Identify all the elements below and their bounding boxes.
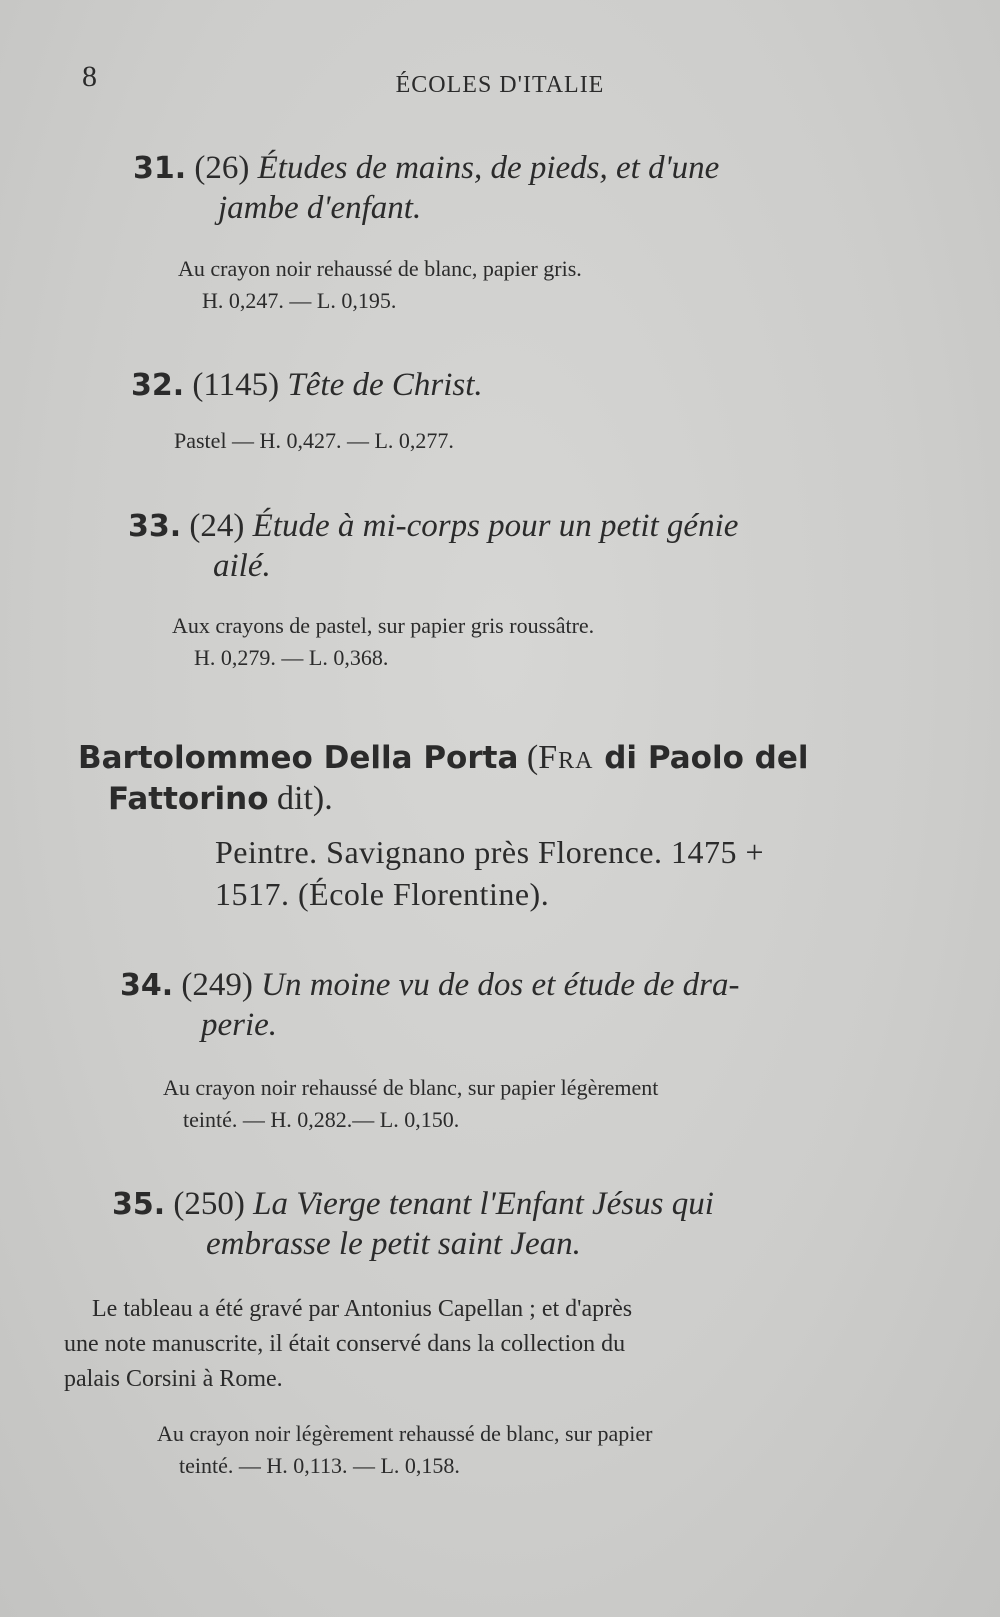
artwork-title: Un moine vu de dos et étude de dra-	[261, 967, 740, 1003]
artwork-title: Étude à mi-corps pour un petit génie	[252, 508, 739, 544]
dimensions-text: H. 0,279. — L. 0,368.	[194, 644, 389, 670]
note-line: palais Corsini à Rome.	[64, 1365, 283, 1392]
bio-line: 1517. (École Florentine).	[215, 875, 550, 912]
medium-dimensions-text: Pastel — H. 0,427. — L. 0,277.	[174, 428, 454, 453]
catalogue-entry-34-title	[120, 965, 940, 1046]
dimensions-text: H. 0,247. — L. 0,195.	[202, 287, 397, 313]
medium-text: Au crayon noir rehaussé de blanc, papier gris.	[178, 256, 582, 281]
artwork-title-cont: ailé.	[213, 548, 271, 585]
artist-alias-cont: Fattorino	[108, 781, 269, 818]
catalogue-entry-33-description	[172, 610, 952, 674]
inventory-number: (249)	[181, 967, 253, 1003]
inventory-number: (1145)	[192, 367, 280, 403]
medium-text: Au crayon noir rehaussé de blanc, sur papier légèrement	[163, 1075, 659, 1100]
artwork-title: Tête de Christ.	[287, 367, 483, 403]
page-number: 8	[82, 60, 97, 93]
artist-biography	[215, 832, 935, 915]
entry-number: 35.	[112, 1187, 166, 1222]
medium-text: Au crayon noir légèrement rehaussé de blanc, sur papier	[157, 1421, 653, 1446]
artwork-title: Études de mains, de pieds, et d'une	[257, 150, 720, 186]
artist-alias-open: (	[526, 739, 539, 776]
running-title: ÉCOLES D'ITALIE	[395, 72, 605, 98]
note-line: Le tableau a été gravé par Antonius Capellan ; et d'après	[92, 1296, 633, 1322]
entry-number: 32.	[131, 368, 185, 403]
dimensions-text: teinté. — H. 0,113. — L. 0,158.	[179, 1452, 460, 1478]
catalogue-entry-33-title	[128, 506, 948, 587]
inventory-number: (26)	[194, 150, 250, 186]
catalogue-entry-35-note	[64, 1292, 934, 1396]
artwork-title: La Vierge tenant l'Enfant Jésus qui	[253, 1186, 714, 1222]
catalogue-entry-35-title	[112, 1184, 952, 1265]
artist-alias-dit: dit).	[268, 780, 333, 818]
entry-number: 33.	[128, 509, 182, 544]
catalogue-entry-32-title	[131, 365, 931, 405]
dimensions-text: teinté. — H. 0,282.— L. 0,150.	[183, 1106, 460, 1132]
catalogue-entry-31-description	[178, 253, 938, 317]
artist-alias: di Paolo del	[593, 740, 809, 776]
catalogue-entry-31-title	[133, 148, 933, 229]
inventory-number: (24)	[189, 508, 245, 544]
artist-heading	[78, 737, 958, 820]
catalogue-entry-35-description	[157, 1418, 957, 1482]
bio-line: Peintre. Savignano près Florence. 1475 +	[215, 834, 765, 870]
medium-text: Aux crayons de pastel, sur papier gris roussâtre.	[172, 613, 595, 638]
artwork-title-cont: jambe d'enfant.	[218, 190, 422, 227]
artist-alias-fra: Fra	[538, 739, 594, 776]
artwork-title-cont: embrasse le petit saint Jean.	[206, 1226, 581, 1263]
entry-number: 31.	[133, 151, 187, 186]
artist-name: Bartolommeo Della Porta	[78, 740, 519, 776]
inventory-number: (250)	[173, 1186, 245, 1222]
catalogue-entry-32-description	[174, 425, 934, 457]
artwork-title-cont: perie.	[201, 1007, 278, 1044]
note-line: une note manuscrite, il était conservé dans la collection du	[64, 1330, 626, 1357]
entry-number: 34.	[120, 968, 174, 1003]
catalogue-entry-34-description	[163, 1072, 963, 1136]
